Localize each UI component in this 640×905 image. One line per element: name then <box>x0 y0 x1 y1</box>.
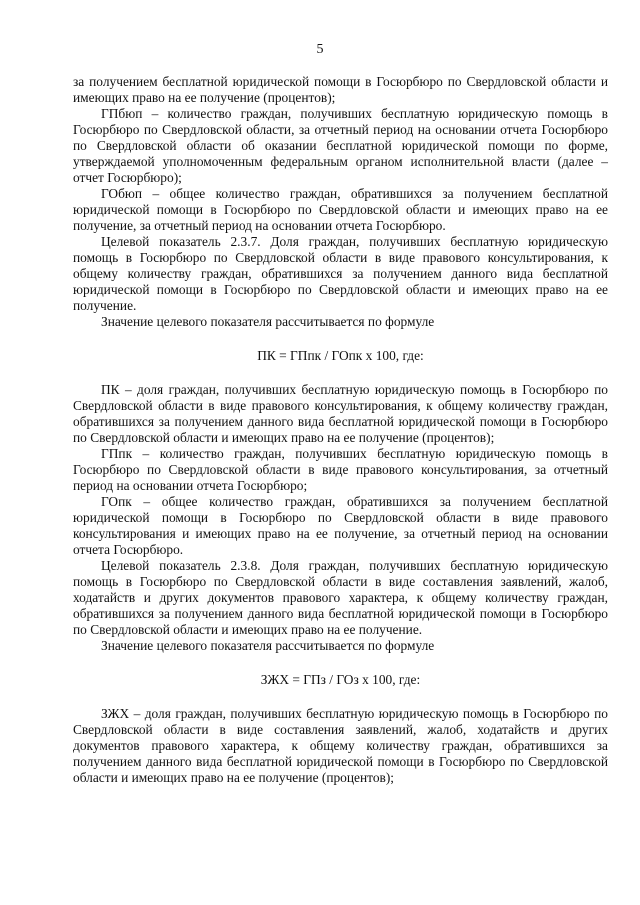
paragraph-formula-intro-2: Значение целевого показателя рассчитывается по формуле <box>101 638 435 653</box>
paragraph-definition-gppk: ГПпк – количество граждан, получивших бесплатную юридическую помощь в Госюрбюро по Свердловской области в виде правового консультирования, за отчетный период на основании отчета Госюрбюро; <box>73 446 608 493</box>
paragraph-definition-pk: ПК – доля граждан, получивших бесплатную юридическую помощь в Госюрбюро по Свердловской области в виде правового консультирования, к общему количеству граждан, обратившихся за получением данного вида бесплатной юридической помощи в Госюрбюро по Свердловской области и имеющих право на ее получение (процентов); <box>73 382 608 445</box>
page-number: 5 <box>316 42 324 57</box>
formula-pk: ПК = ГПпк / ГОпк x 100, где: <box>257 348 424 363</box>
paragraph-indicator-2-3-7: Целевой показатель 2.3.7. Доля граждан, получивших бесплатную юридическую помощь в Госюрбюро по Свердловской области в виде правового консультирования, к общему количеству граждан, обратившихся за получением данного вида бесплатной юридической помощи в Госюрбюро по Свердловской области и имеющих право на ее получение. <box>73 234 608 313</box>
formula-zzhkh: ЗЖХ = ГПз / ГОз x 100, где: <box>260 672 421 687</box>
paragraph-definition-gopk: ГОпк – общее количество граждан, обратившихся за получением бесплатной юридической помощи в Госюрбюро по Свердловской области в виде правового консультирования и имеющих право на ее получение, за отчетный период на основании отчета Госюрбюро. <box>73 494 608 557</box>
paragraph-indicator-2-3-8: Целевой показатель 2.3.8. Доля граждан, получивших бесплатную юридическую помощь в Госюрбюро по Свердловской области в виде составления заявлений, жалоб, ходатайств и других документов правового характера, к общему количеству граждан, обратившихся за получением данного вида бесплатной юридической помощи в Госюрбюро по Свердловской области и имеющих право на ее получение. <box>73 558 608 637</box>
paragraph-definition-zzhkh: ЗЖХ – доля граждан, получивших бесплатную юридическую помощь в Госюрбюро по Свердловской области в виде составления заявлений, жалоб, ходатайств и других документов правового характера, к общему количеству граждан, обратившихся за получением данного вида бесплатной юридической помощи в Госюрбюро по Свердловской области и имеющих право на ее получение (процентов); <box>73 706 608 785</box>
paragraph-definition-gpbyup: ГПбюп – количество граждан, получивших бесплатную юридическую помощь в Госюрбюро по Свердловской области, за отчетный период на основании отчета Госюрбюро по Свердловской области об оказании бесплатной юридической помощи по форме, утверждаемой уполномоченным федеральным органом исполнительной власти (далее – отчет Госюрбюро); <box>73 106 608 185</box>
paragraph-formula-intro: Значение целевого показателя рассчитывается по формуле <box>101 314 435 329</box>
paragraph-definition-gobyup: ГОбюп – общее количество граждан, обратившихся за получением бесплатной юридической помощи в Госюрбюро по Свердловской области и имеющих право на ее получение, за отчетный период на основании отчета Госюрбюро. <box>73 186 608 233</box>
document-body <box>73 74 608 786</box>
paragraph-continuation: за получением бесплатной юридической помощи в Госюрбюро по Свердловской области и имеющих право на ее получение (процентов); <box>73 74 608 105</box>
